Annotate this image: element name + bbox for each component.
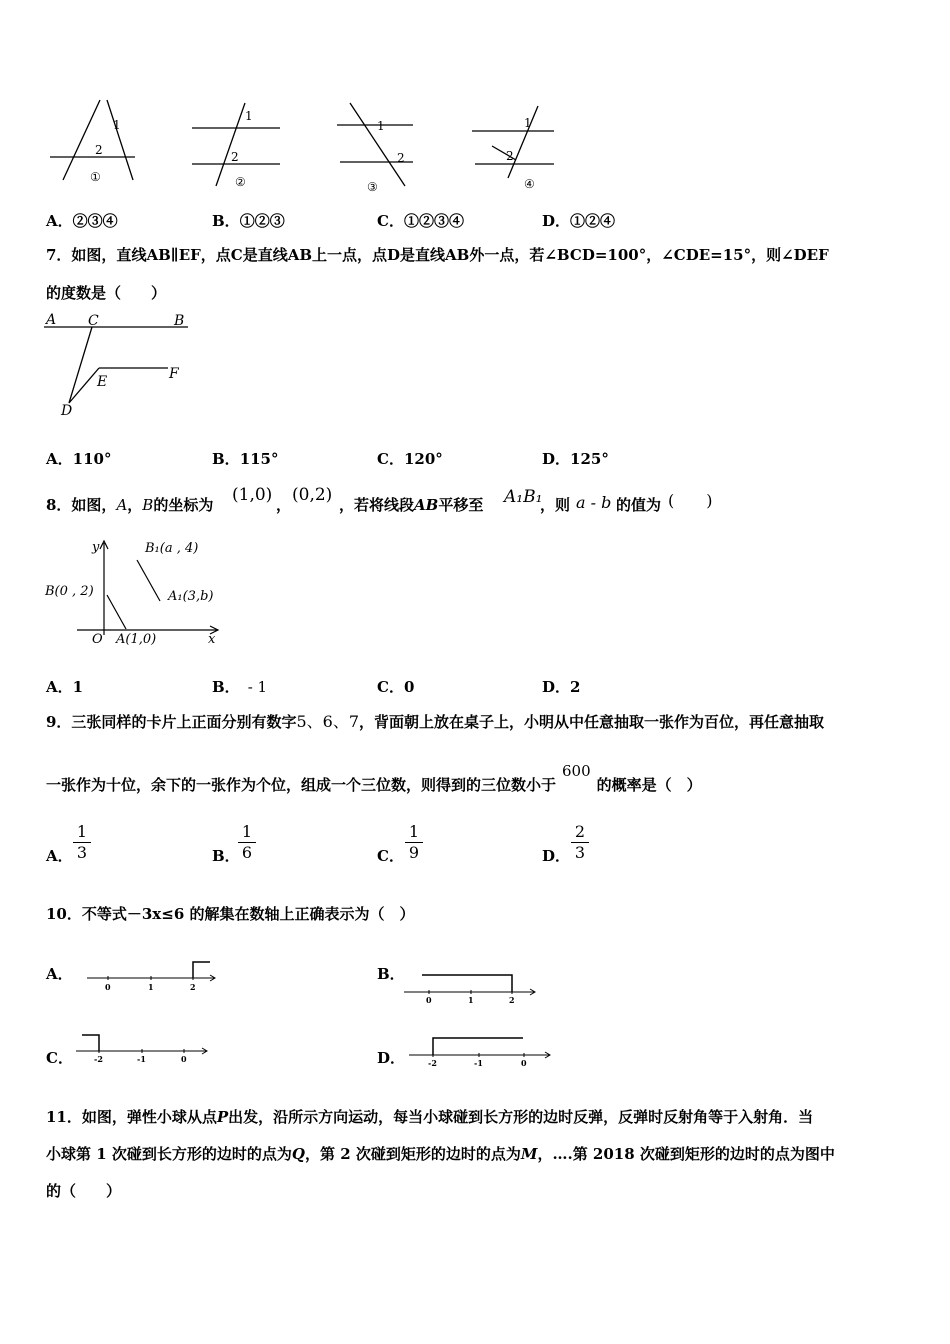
q6-fig2-angle-1: 1 [245, 109, 253, 123]
q6-figure-4 [470, 98, 565, 193]
q7-label-d: D [61, 403, 73, 419]
q8-point-a: A(1,0) [116, 632, 157, 647]
q10-option-b-numberline[interactable] [400, 965, 545, 1005]
q8-axis-x: x [208, 632, 216, 647]
q10-option-d-letter[interactable]: D． [377, 1049, 406, 1067]
q7-label-e: E [97, 374, 108, 390]
q7-label-f: F [169, 366, 179, 382]
q8-then: ，则 [540, 496, 571, 514]
q8-a1b1: A₁B₁ [504, 487, 543, 507]
q6-fig1-angle-1: 1 [113, 118, 121, 132]
q9-option-d-fraction[interactable]: $\frac{2}{3}$ [571, 822, 589, 863]
q6-figure-3 [335, 98, 430, 193]
q10-option-b-letter[interactable]: B． [377, 965, 405, 983]
q8-option-a[interactable]: A．1 [46, 678, 84, 696]
q10-a-tick-2: 2 [190, 982, 196, 992]
q10-option-a-letter[interactable]: A． [46, 965, 73, 983]
q10-d-tick-2: 0 [521, 1058, 527, 1068]
q8-coord-a: (1,0) [232, 485, 273, 505]
q10-c-tick-1: -1 [137, 1054, 146, 1064]
q7-stem-line1: 7．如图，直线AB∥EF，点C是直线AB上一点，点D是直线AB外一点，若∠BCD=100°，∠CDE=15°，则∠DEF [46, 246, 829, 264]
q6-fig3-angle-1: 1 [377, 119, 385, 133]
q8-stem: 8．如图，A，B的坐标为 [46, 496, 214, 514]
q10-option-d-numberline[interactable] [405, 1030, 560, 1070]
q6-fig2-label: ② [235, 175, 246, 189]
q10-a-tick-1: 1 [148, 982, 154, 992]
q10-option-a-numberline[interactable] [85, 955, 225, 995]
q9-option-b-fraction[interactable]: $\frac{1}{6}$ [238, 822, 256, 863]
q6-figure-2 [190, 98, 285, 193]
q9-option-b-letter[interactable]: B． [212, 847, 240, 865]
q6-option-b[interactable]: B．①②③ [212, 212, 285, 230]
q9-option-a-letter[interactable]: A． [46, 847, 73, 865]
q9-option-c-letter[interactable]: C． [377, 847, 404, 865]
q7-label-c: C [88, 313, 99, 329]
q6-fig1-label: ① [90, 170, 101, 184]
q7-label-a: A [46, 312, 57, 328]
q8-axis-y: y [92, 540, 100, 555]
q6-fig3-angle-2: 2 [397, 151, 405, 165]
q6-fig1-angle-2: 2 [95, 143, 103, 157]
q11-stem-line2: 小球第 1 次碰到长方形的边时的点为Q，第 2 次碰到矩形的边时的点为M，….第 2018 次碰到矩形的边时的点为图中 [46, 1145, 835, 1163]
q11-stem-line3: 的（ ） [46, 1182, 122, 1200]
q6-fig3-label: ③ [367, 180, 378, 194]
q7-option-a[interactable]: A．110° [46, 450, 112, 468]
q6-fig4-angle-2: 2 [506, 149, 514, 163]
q8-point-b1: B₁(a , 4) [145, 541, 199, 556]
q8-stem-mid: ，若将线段AB平移至 [339, 496, 484, 514]
q7-label-b: B [174, 313, 185, 329]
q10-c-tick-0: -2 [94, 1054, 103, 1064]
q7-stem-line2: 的度数是（ ） [46, 284, 167, 302]
q8-coord-b: (0,2) [292, 485, 333, 505]
q10-b-tick-1: 1 [468, 995, 474, 1005]
q6-option-d[interactable]: D．①②④ [542, 212, 616, 230]
q6-fig4-angle-1: 1 [524, 116, 532, 130]
q6-option-c[interactable]: C．①②③④ [377, 212, 464, 230]
q10-b-tick-2: 2 [509, 995, 515, 1005]
q6-fig2-angle-2: 2 [231, 150, 239, 164]
q7-figure [42, 310, 202, 425]
q8-paren: ( ) [668, 491, 713, 510]
q7-option-d[interactable]: D．125° [542, 450, 609, 468]
q7-option-b[interactable]: B．115° [212, 450, 279, 468]
q9-option-d-letter[interactable]: D． [542, 847, 571, 865]
q10-a-tick-0: 0 [105, 982, 111, 992]
q8-point-b: B(0 , 2) [45, 584, 94, 599]
q8-option-c[interactable]: C．0 [377, 678, 415, 696]
q6-figure-1 [45, 95, 140, 190]
q6-fig4-label: ④ [524, 177, 535, 191]
q8-figure [42, 535, 227, 655]
q9-option-a-fraction[interactable]: $\frac{1}{3}$ [73, 822, 91, 863]
q9-option-c-fraction[interactable]: $\frac{1}{9}$ [405, 822, 423, 863]
q8-comma: ， [276, 496, 292, 514]
q8-origin: O [92, 632, 103, 647]
q10-d-tick-1: -1 [474, 1058, 483, 1068]
q10-b-tick-0: 0 [426, 995, 432, 1005]
q8-point-a1: A₁(3,b) [168, 589, 214, 604]
q9-stem-line2: 一张作为十位，余下的一张作为个位，组成一个三位数，则得到的三位数小于600的概率是（ ） [46, 762, 702, 794]
q7-option-c[interactable]: C．120° [377, 450, 443, 468]
q8-expr: a - b [576, 493, 612, 512]
q10-c-tick-2: 0 [181, 1054, 187, 1064]
q8-suffix: 的值为 [616, 496, 662, 514]
q11-stem-line1: 11．如图，弹性小球从点P出发，沿所示方向运动，每当小球碰到长方形的边时反弹，反弹时反射角等于入射角．当 [46, 1108, 814, 1126]
q10-stem: 10．不等式－3x≤6 的解集在数轴上正确表示为（ ） [46, 905, 415, 923]
q10-option-c-letter[interactable]: C． [46, 1049, 73, 1067]
q8-option-b[interactable]: B． - 1 [212, 678, 268, 696]
q8-option-d[interactable]: D．2 [542, 678, 581, 696]
q10-option-c-numberline[interactable] [72, 1030, 217, 1070]
q9-stem-line1: 9．三张同样的卡片上正面分别有数字5、6、7，背面朝上放在桌子上，小明从中任意抽取一张作为百位，再任意抽取 [46, 712, 825, 731]
q10-d-tick-0: -2 [428, 1058, 437, 1068]
q6-option-a[interactable]: A．②③④ [46, 212, 118, 230]
